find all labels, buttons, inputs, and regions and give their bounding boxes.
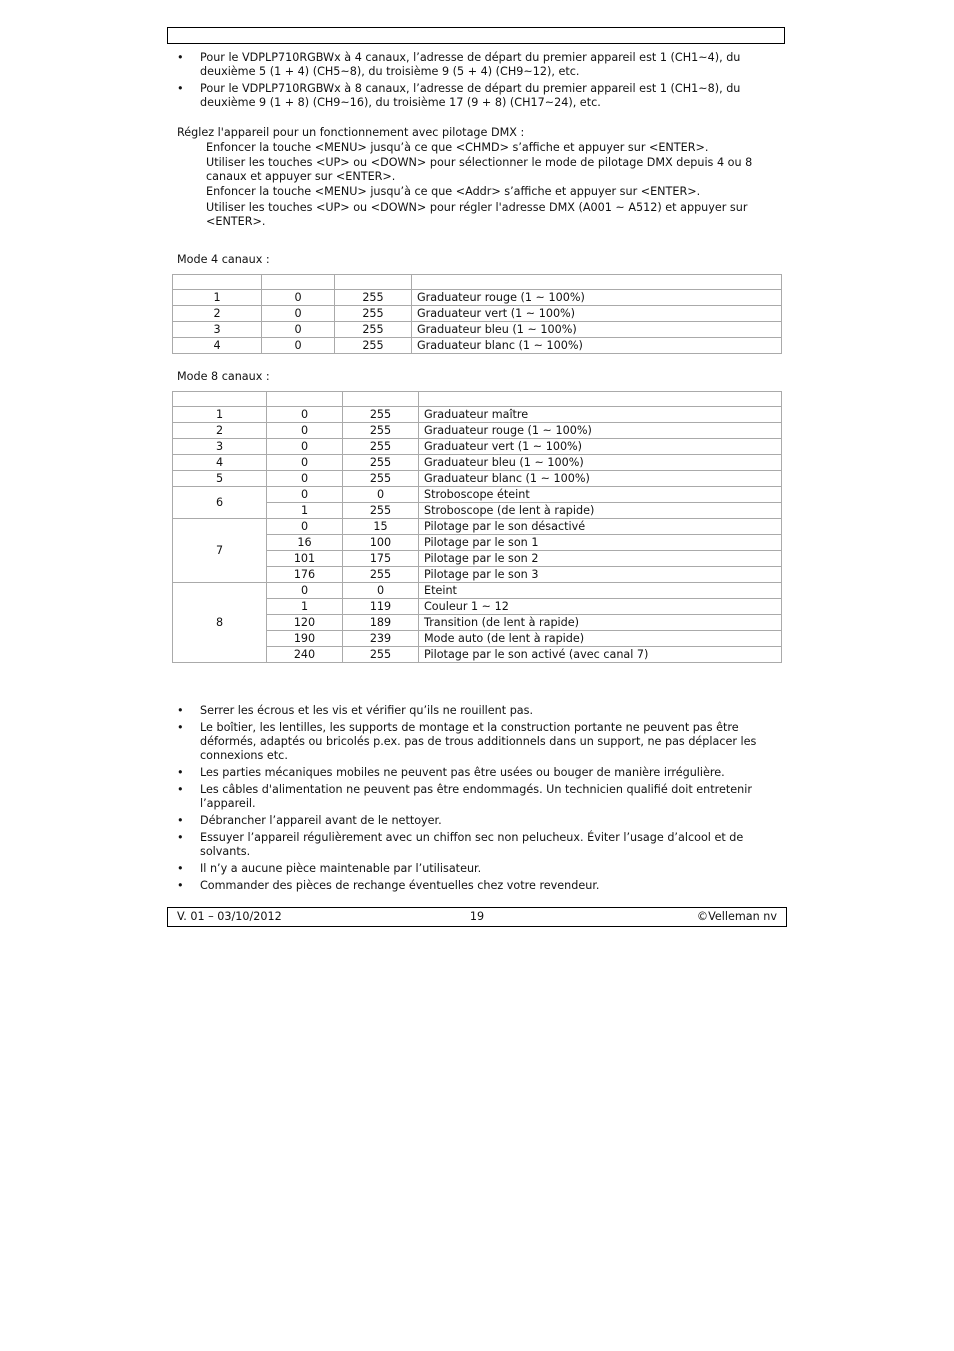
list-item: • Il n’y a aucune pièce maintenable par l’utilisateur.: [177, 862, 482, 875]
bullet-icon: •: [177, 704, 184, 717]
list-item: • Pour le VDPLP710RGBWx à 8 canaux, l’adresse de départ du premier appareil est 1 (CH1~8), du deuxième 9 (1 + 8) (CH9~16), du troisième 17 (9 + 8) (CH17~24), etc.: [177, 82, 741, 109]
table-row: 120 189 Transition (de lent à rapide): [173, 615, 782, 631]
footer-page-number: 19: [469, 910, 485, 923]
intro-bullet-list: [177, 51, 767, 110]
list-item: • Les parties mécaniques mobiles ne peuvent pas être usées ou bouger de manière irrégulière.: [177, 766, 725, 779]
table-row: 8 0 0 Eteint: [173, 583, 782, 599]
footer-copyright: ©Velleman nv: [696, 910, 777, 923]
dmx-setup-step: Utiliser les touches <UP> ou <DOWN> pour sélectionner le mode de pilotage DMX depuis 4 ou 8 canaux et appuyer sur <ENTER>.: [206, 156, 753, 183]
dmx-setup-step: Enfoncer la touche <MENU> jusqu’à ce que <Addr> s’affiche et appuyer sur <ENTER>.: [206, 185, 701, 198]
mode8-label: Mode 8 canaux :: [177, 370, 270, 383]
bullet-icon: •: [177, 783, 184, 796]
footer-version: V. 01 – 03/10/2012: [177, 910, 282, 923]
list-item: • Débrancher l’appareil avant de le nettoyer.: [177, 814, 442, 827]
table-row: 1 119 Couleur 1 ~ 12: [173, 599, 782, 615]
page-footer: [167, 907, 787, 927]
table-row: 3 0 255 Graduateur bleu (1 ~ 100%): [173, 322, 782, 338]
bullet-icon: •: [177, 766, 184, 779]
dmx-setup-step: Enfoncer la touche <MENU> jusqu’à ce que <CHMD> s’affiche et appuyer sur <ENTER>.: [206, 141, 709, 154]
bullet-icon: •: [177, 831, 184, 844]
table-row: 7 0 15 Pilotage par le son désactivé: [173, 519, 782, 535]
bullet-icon: •: [177, 82, 184, 95]
bullet-icon: •: [177, 862, 184, 875]
table-row: 4 0 255 Graduateur bleu (1 ~ 100%): [173, 455, 782, 471]
table-row: 5 0 255 Graduateur blanc (1 ~ 100%): [173, 471, 782, 487]
list-item: • Serrer les écrous et les vis et vérifier qu’ils ne rouillent pas.: [177, 704, 534, 717]
mode8-table: [172, 391, 782, 663]
mode4-table: [172, 274, 782, 354]
table-header-row: [173, 275, 782, 290]
dmx-setup-heading: Réglez l'appareil pour un fonctionnement avec pilotage DMX :: [177, 126, 525, 139]
list-item: • Essuyer l’appareil régulièrement avec un chiffon sec non pelucheux. Éviter l’usage d’alcool et de solvants.: [177, 831, 744, 858]
table-row: 1 0 255 Graduateur maître: [173, 407, 782, 423]
table-row: 190 239 Mode auto (de lent à rapide): [173, 631, 782, 647]
table-row: 16 100 Pilotage par le son 1: [173, 535, 782, 551]
dmx-setup-step: Utiliser les touches <UP> ou <DOWN> pour régler l'adresse DMX (A001 ~ A512) et appuyer sur <ENTER>.: [206, 201, 748, 228]
list-item: • Commander des pièces de rechange éventuelles chez votre revendeur.: [177, 879, 600, 892]
table-row: 6 0 0 Stroboscope éteint: [173, 487, 782, 503]
table-header-row: [173, 392, 782, 407]
bullet-icon: •: [177, 814, 184, 827]
table-row: 1 0 255 Graduateur rouge (1 ~ 100%): [173, 290, 782, 306]
table-row: 4 0 255 Graduateur blanc (1 ~ 100%): [173, 338, 782, 354]
table-row: 176 255 Pilotage par le son 3: [173, 567, 782, 583]
list-item: • Les câbles d'alimentation ne peuvent pas être endommagés. Un technicien qualifié doit entretenir l’appareil.: [177, 783, 752, 810]
list-item: • Le boîtier, les lentilles, les supports de montage et la construction portante ne peuvent pas être déformés, adaptés ou bricolés p.ex. pas de trous additionnels dans un support, ne pas déplacer les connexions etc.: [177, 721, 757, 762]
table-row: 240 255 Pilotage par le son activé (avec canal 7): [173, 647, 782, 663]
table-row: 2 0 255 Graduateur rouge (1 ~ 100%): [173, 423, 782, 439]
list-item: • Pour le VDPLP710RGBWx à 4 canaux, l’adresse de départ du premier appareil est 1 (CH1~4), du deuxième 5 (1 + 4) (CH5~8), du troisième 9 (5 + 4) (CH9~12), etc.: [177, 51, 741, 78]
mode4-label: Mode 4 canaux :: [177, 253, 270, 266]
bullet-icon: •: [177, 721, 184, 734]
table-row: 2 0 255 Graduateur vert (1 ~ 100%): [173, 306, 782, 322]
maintenance-bullet-list: [177, 704, 767, 893]
page-header-box: [167, 27, 785, 44]
table-row: 1 255 Stroboscope (de lent à rapide): [173, 503, 782, 519]
bullet-icon: •: [177, 51, 184, 64]
bullet-icon: •: [177, 879, 184, 892]
table-row: 101 175 Pilotage par le son 2: [173, 551, 782, 567]
table-row: 3 0 255 Graduateur vert (1 ~ 100%): [173, 439, 782, 455]
